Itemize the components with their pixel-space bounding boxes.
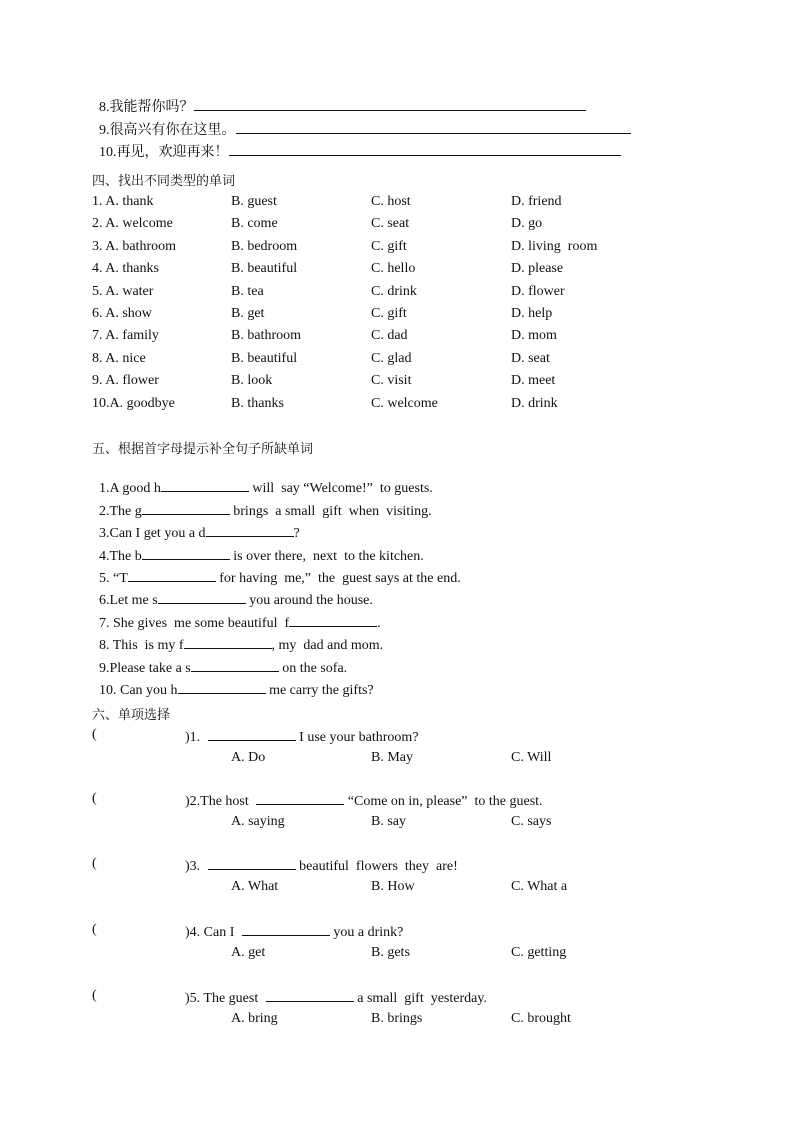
fill-item-pre: 5. “T	[99, 571, 128, 586]
question-stem-post: I use your bathroom?	[295, 730, 419, 745]
word-option: 10.A. goodbye	[92, 395, 175, 411]
word-option: C. welcome	[371, 395, 438, 411]
answer-blank[interactable]	[178, 680, 266, 694]
fill-item-pre: 9.Please take a s	[99, 661, 191, 676]
question-stem-post: you a drink?	[329, 925, 404, 940]
word-option: B. bathroom	[231, 328, 301, 344]
word-option: D. meet	[511, 373, 556, 389]
choice-option: A. Do	[231, 750, 266, 765]
fill-item-pre: 3.Can I get you a d	[99, 526, 206, 541]
word-option: C. gift	[371, 306, 407, 321]
choice-option: A. get	[231, 945, 266, 960]
word-option: B. get	[231, 306, 265, 321]
fill-item-post: , my dad and mom.	[271, 638, 384, 653]
word-option: C. gift	[371, 238, 407, 254]
word-option: B. beautiful	[231, 261, 298, 277]
word-option: D. flower	[511, 283, 565, 299]
word-option: 3. A. bathroom	[92, 238, 176, 254]
question-stem	[185, 856, 458, 875]
section-5-title: 五、根据首字母提示补全句子所缺单词	[92, 442, 314, 457]
question-stem	[185, 727, 419, 746]
fill-item-pre: 6.Let me s	[99, 593, 158, 608]
word-option: B. come	[231, 216, 278, 232]
word-option: B. bedroom	[231, 238, 298, 254]
answer-slot[interactable]	[100, 922, 182, 940]
choice-option: B. brings	[371, 1011, 423, 1026]
answer-slot[interactable]	[100, 856, 182, 874]
fill-item-pre: 4.The b	[99, 549, 142, 564]
word-option: C. visit	[371, 373, 412, 389]
word-option: D. drink	[511, 395, 558, 411]
word-option: C. drink	[371, 283, 417, 299]
word-option: B. thanks	[231, 395, 284, 411]
word-option: C. hello	[371, 261, 416, 277]
question-number: )4. Can I	[185, 925, 238, 940]
choice-option: A. What	[231, 879, 279, 894]
answer-slot[interactable]	[100, 727, 182, 745]
word-option: D. friend	[511, 194, 562, 209]
question-number: )5. The guest	[185, 991, 262, 1006]
section-6-title: 六、单项选择	[92, 708, 171, 723]
fill-item-post: ?	[293, 526, 300, 541]
question-number: )2.The host	[185, 794, 253, 809]
choice-option: C. Will	[511, 750, 552, 765]
answer-bracket-open: (	[92, 791, 97, 806]
fill-item-pre: 7. She gives me some beautiful f	[99, 616, 290, 631]
word-option: 8. A. nice	[92, 350, 146, 366]
fill-item-post: is over there, next to the kitchen.	[229, 549, 424, 564]
word-option: 7. A. family	[92, 328, 159, 344]
choice-option: B. say	[371, 814, 406, 829]
answer-blank[interactable]	[242, 922, 330, 936]
choice-option: B. May	[371, 750, 413, 765]
word-option: B. beautiful	[231, 350, 298, 366]
fill-item-post: for having me,” the guest says at the end.	[215, 571, 461, 586]
choice-option: C. What a	[511, 879, 568, 894]
question-stem-post: “Come on in, please” to the guest.	[344, 794, 543, 809]
word-option: D. mom	[511, 328, 557, 344]
choice-option: C. brought	[511, 1011, 571, 1026]
word-option: 1. A. thank	[92, 194, 154, 209]
word-option: B. tea	[231, 283, 264, 299]
choice-option: A. bring	[231, 1011, 278, 1026]
fill-item-post: me carry the gifts?	[265, 683, 374, 698]
word-option: B. look	[231, 373, 273, 389]
question-stem-post: beautiful flowers they are!	[295, 859, 458, 874]
fill-item-post: brings a small gift when visiting.	[229, 504, 432, 519]
translate-prompt: 10.再见，欢迎再来！	[99, 145, 229, 160]
word-option: C. seat	[371, 216, 410, 232]
word-option: 5. A. water	[92, 283, 154, 299]
question-number: )1.	[185, 730, 204, 745]
question-stem	[185, 988, 487, 1007]
translate-prompt: 9.很高兴有你在这里。	[99, 123, 236, 138]
answer-blank[interactable]	[256, 791, 344, 805]
answer-blank[interactable]	[229, 142, 621, 156]
choice-option: C. says	[511, 814, 552, 829]
fill-item-pre: 8. This is my f	[99, 638, 184, 653]
fill-item-post: .	[377, 616, 381, 631]
choice-option: A. saying	[231, 814, 285, 829]
word-option: 4. A. thanks	[92, 261, 159, 277]
fill-item-post: you around the house.	[245, 593, 373, 608]
section-4-title: 四、找出不同类型的单词	[92, 174, 236, 189]
translate-prompt: 8.我能帮你吗？	[99, 100, 194, 115]
answer-bracket-open: (	[92, 727, 97, 742]
answer-blank[interactable]	[208, 856, 296, 870]
answer-bracket-open: (	[92, 922, 97, 937]
word-option: D. go	[511, 216, 543, 232]
answer-blank[interactable]	[266, 988, 354, 1002]
fill-item-pre: 2.The g	[99, 504, 142, 519]
word-option: B. guest	[231, 194, 277, 209]
fill-item-post: will say “Welcome!” to guests.	[248, 481, 433, 496]
word-option: 6. A. show	[92, 306, 152, 321]
fill-item	[92, 664, 374, 699]
word-option: D. living room	[511, 238, 598, 254]
fill-item-pre: 10. Can you h	[99, 683, 178, 698]
word-option: 2. A. welcome	[92, 216, 173, 232]
question-stem	[185, 791, 543, 810]
fill-item-post: on the sofa.	[278, 661, 348, 676]
word-option: 9. A. flower	[92, 373, 159, 389]
answer-blank[interactable]	[208, 727, 296, 741]
word-option: C. glad	[371, 350, 412, 366]
question-stem-post: a small gift yesterday.	[353, 991, 487, 1006]
word-option: C. dad	[371, 328, 408, 344]
word-option: D. please	[511, 261, 564, 277]
fill-item-pre: 1.A good h	[99, 481, 161, 496]
answer-slot[interactable]	[100, 988, 182, 1006]
choice-option: B. How	[371, 879, 415, 894]
answer-slot[interactable]	[100, 791, 182, 809]
word-option: C. host	[371, 194, 411, 209]
translate-item	[92, 125, 621, 161]
question-number: )3.	[185, 859, 204, 874]
answer-bracket-open: (	[92, 856, 97, 871]
question-stem	[185, 922, 403, 941]
word-option: D. seat	[511, 350, 550, 366]
choice-option: B. gets	[371, 945, 410, 960]
choice-option: C. getting	[511, 945, 567, 960]
word-option: D. help	[511, 306, 553, 321]
answer-bracket-open: (	[92, 988, 97, 1003]
